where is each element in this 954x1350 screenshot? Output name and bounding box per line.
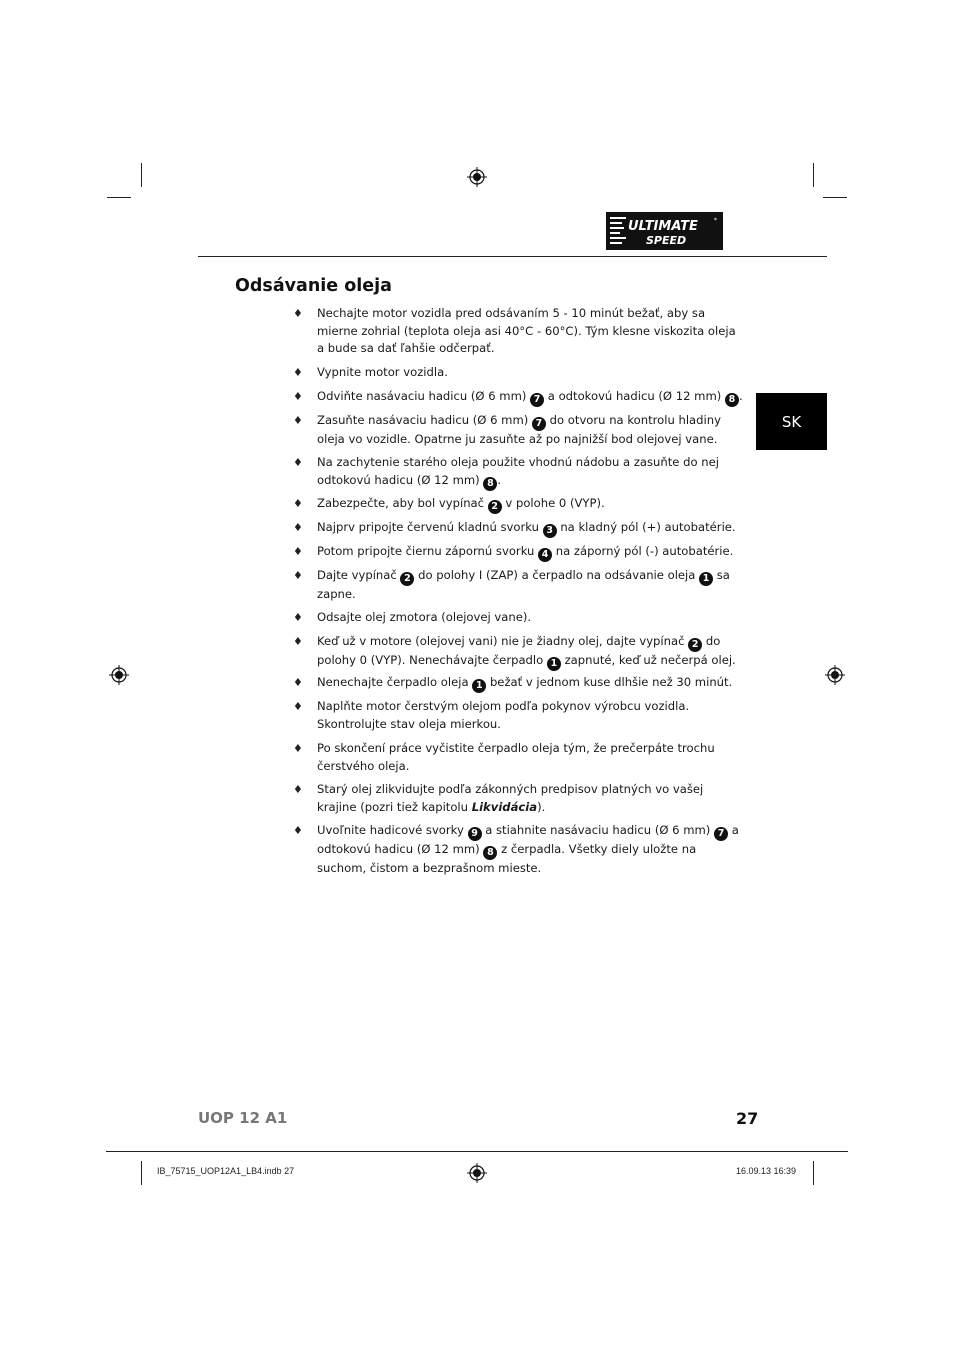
text-segment: do polohy 0 (VYP). Nenechávajte čerpadlo (317, 634, 721, 667)
text-segment: Na zachytenie starého oleja použite vhodnú nádobu a zasuňte do nej odtokovú hadicu (Ø 12 mm) (317, 455, 719, 487)
logo-line1: ULTIMATE (628, 219, 698, 234)
text-segment: bežať v jednom kuse dlhšie než 30 minút. (486, 675, 733, 689)
text-segment: ). (537, 799, 546, 814)
list-item (293, 740, 743, 775)
list-item (293, 495, 743, 514)
bullet-diamond-icon: ♦ (293, 521, 303, 534)
text-segment: Nenechajte čerpadlo oleja (317, 675, 473, 689)
part-number-badge: 8 (483, 477, 497, 491)
text-segment: Odsajte olej zmotora (olejovej vane). (317, 610, 532, 624)
bullet-diamond-icon: ♦ (293, 569, 303, 582)
text-segment: Zasuňte nasávaciu hadicu (Ø 6 mm) (317, 413, 532, 427)
text-segment: v polohe 0 (VYP). (501, 496, 605, 510)
part-number-badge: 3 (543, 524, 557, 538)
list-item-text (317, 740, 743, 775)
slug-file: IB_75715_UOP12A1_LB4.indb 27 (157, 1166, 295, 1176)
text-segment: Vypnite motor vozidla. (317, 365, 448, 379)
bullet-diamond-icon: ♦ (293, 742, 303, 755)
part-number-badge: 7 (530, 393, 544, 407)
list-item-text (317, 495, 743, 514)
list-item (293, 822, 743, 878)
part-number-badge: 8 (725, 393, 739, 407)
bullet-diamond-icon: ♦ (293, 824, 303, 837)
text-segment: na záporný pól (-) autobatérie. (552, 544, 734, 558)
part-number-badge: 4 (538, 548, 552, 562)
list-item-text (317, 519, 743, 538)
bullet-diamond-icon: ♦ (293, 366, 303, 379)
list-item-text (317, 633, 743, 671)
text-segment: sa zapne. (317, 568, 730, 601)
part-number-badge: 1 (699, 572, 713, 586)
part-number-badge: 7 (532, 417, 546, 431)
list-item-text (317, 822, 743, 878)
logo-line2: SPEED (646, 234, 687, 247)
list-item-text (317, 454, 743, 491)
text-segment: Zabezpečte, aby bol vypínač (317, 496, 488, 510)
text-segment: a odtokovú hadicu (Ø 12 mm) (317, 823, 739, 856)
bullet-diamond-icon: ♦ (293, 497, 303, 510)
part-number-badge: 2 (688, 638, 702, 652)
list-item (293, 698, 743, 733)
text-segment: zapnuté, keď už nečerpá olej. (560, 653, 736, 667)
text-segment: Po skončení práce vyčistite čerpadlo oleja tým, že prečerpáte trochu čerstvého oleja. (317, 741, 715, 773)
text-segment: a stiahnite nasávaciu hadicu (Ø 6 mm) (481, 823, 715, 837)
text-segment: a odtokovú hadicu (Ø 12 mm) (544, 389, 725, 403)
list-item (293, 412, 743, 449)
list-item-text (317, 543, 743, 562)
list-item-text (317, 567, 743, 604)
text-segment: Naplňte motor čerstvým olejom podľa pokynov výrobcu vozidla. Skontrolujte stav oleja mierkou. (317, 699, 690, 731)
part-number-badge: 1 (472, 679, 486, 693)
part-number-badge: 8 (483, 846, 497, 860)
page-title: Odsávanie oleja (235, 276, 392, 296)
text-segment: Odviňte nasávaciu hadicu (Ø 6 mm) (317, 389, 531, 403)
list-item-text (317, 674, 743, 693)
part-number-badge: 7 (714, 827, 728, 841)
footer-model: UOP 12 A1 (198, 1109, 288, 1127)
text-segment: . (497, 472, 502, 487)
list-item-text (317, 412, 743, 449)
list-item (293, 364, 743, 382)
chapter-reference: Likvidácia (471, 799, 538, 814)
text-segment: Potom pripojte čiernu zápornú svorku (317, 544, 539, 558)
list-item-text (317, 388, 743, 407)
list-item (293, 543, 743, 562)
part-number-badge: 9 (468, 827, 482, 841)
bullet-diamond-icon: ♦ (293, 700, 303, 713)
text-segment: Nechajte motor vozidla pred odsávaním 5 - 10 minút bežať, aby sa mierne zohrial (teplota oleja asi 40°C - 60°C). Tým klesne viskozita oleja a bude sa dať ľahšie odčerpať. (317, 306, 736, 355)
part-number-badge: 2 (488, 500, 502, 514)
bullet-diamond-icon: ♦ (293, 545, 303, 558)
bullet-diamond-icon: ♦ (293, 676, 303, 689)
bullet-diamond-icon: ♦ (293, 783, 303, 796)
bullet-diamond-icon: ♦ (293, 611, 303, 624)
bullet-diamond-icon: ♦ (293, 307, 303, 320)
language-tab-label: SK (781, 412, 802, 431)
list-item (293, 674, 743, 693)
bullet-diamond-icon: ♦ (293, 635, 303, 648)
slug-date: 16.09.13 16:39 (736, 1166, 797, 1176)
list-item (293, 567, 743, 604)
part-number-badge: 2 (400, 572, 414, 586)
list-item-text (317, 698, 743, 733)
list-item-text (317, 609, 743, 627)
text-segment: . (738, 389, 743, 403)
text-segment: do polohy I (ZAP) a čerpadlo na odsávanie oleja (414, 568, 700, 582)
list-item (293, 519, 743, 538)
list-item (293, 388, 743, 407)
text-segment: Starý olej zlikvidujte podľa zákonných predpisov platných vo vašej krajine (pozri tiež kapitolu (317, 782, 704, 814)
list-item (293, 454, 743, 491)
list-item-text (317, 364, 743, 382)
list-item (293, 781, 743, 816)
bullet-diamond-icon: ♦ (293, 414, 303, 427)
list-item (293, 609, 743, 627)
part-number-badge: 1 (547, 657, 561, 671)
footer-rule (106, 1151, 848, 1152)
text-segment: z čerpadla. Všetky diely uložte na suchom, čistom a bezprašnom mieste. (317, 842, 697, 875)
list-item (293, 305, 743, 358)
svg-text:*: * (714, 217, 717, 224)
page-number: 27 (736, 1109, 759, 1128)
text-segment: na kladný pól (+) autobatérie. (556, 520, 736, 534)
text-segment: do otvoru na kontrolu hladiny oleja vo vozidle. Opatrne ju zasuňte až po najnižší bod olejovej vane. (317, 413, 721, 446)
text-segment: Uvoľnite hadicové svorky (317, 823, 468, 837)
list-item-text (317, 305, 743, 358)
bullet-diamond-icon: ♦ (293, 456, 303, 469)
list-item (293, 633, 743, 671)
bullet-diamond-icon: ♦ (293, 390, 303, 403)
text-segment: Dajte vypínač (317, 568, 401, 582)
text-segment: Keď už v motore (olejovej vani) nie je žiadny olej, dajte vypínač (317, 634, 689, 648)
text-segment: Najprv pripojte červenú kladnú svorku (317, 520, 543, 534)
list-item-text (317, 781, 743, 816)
